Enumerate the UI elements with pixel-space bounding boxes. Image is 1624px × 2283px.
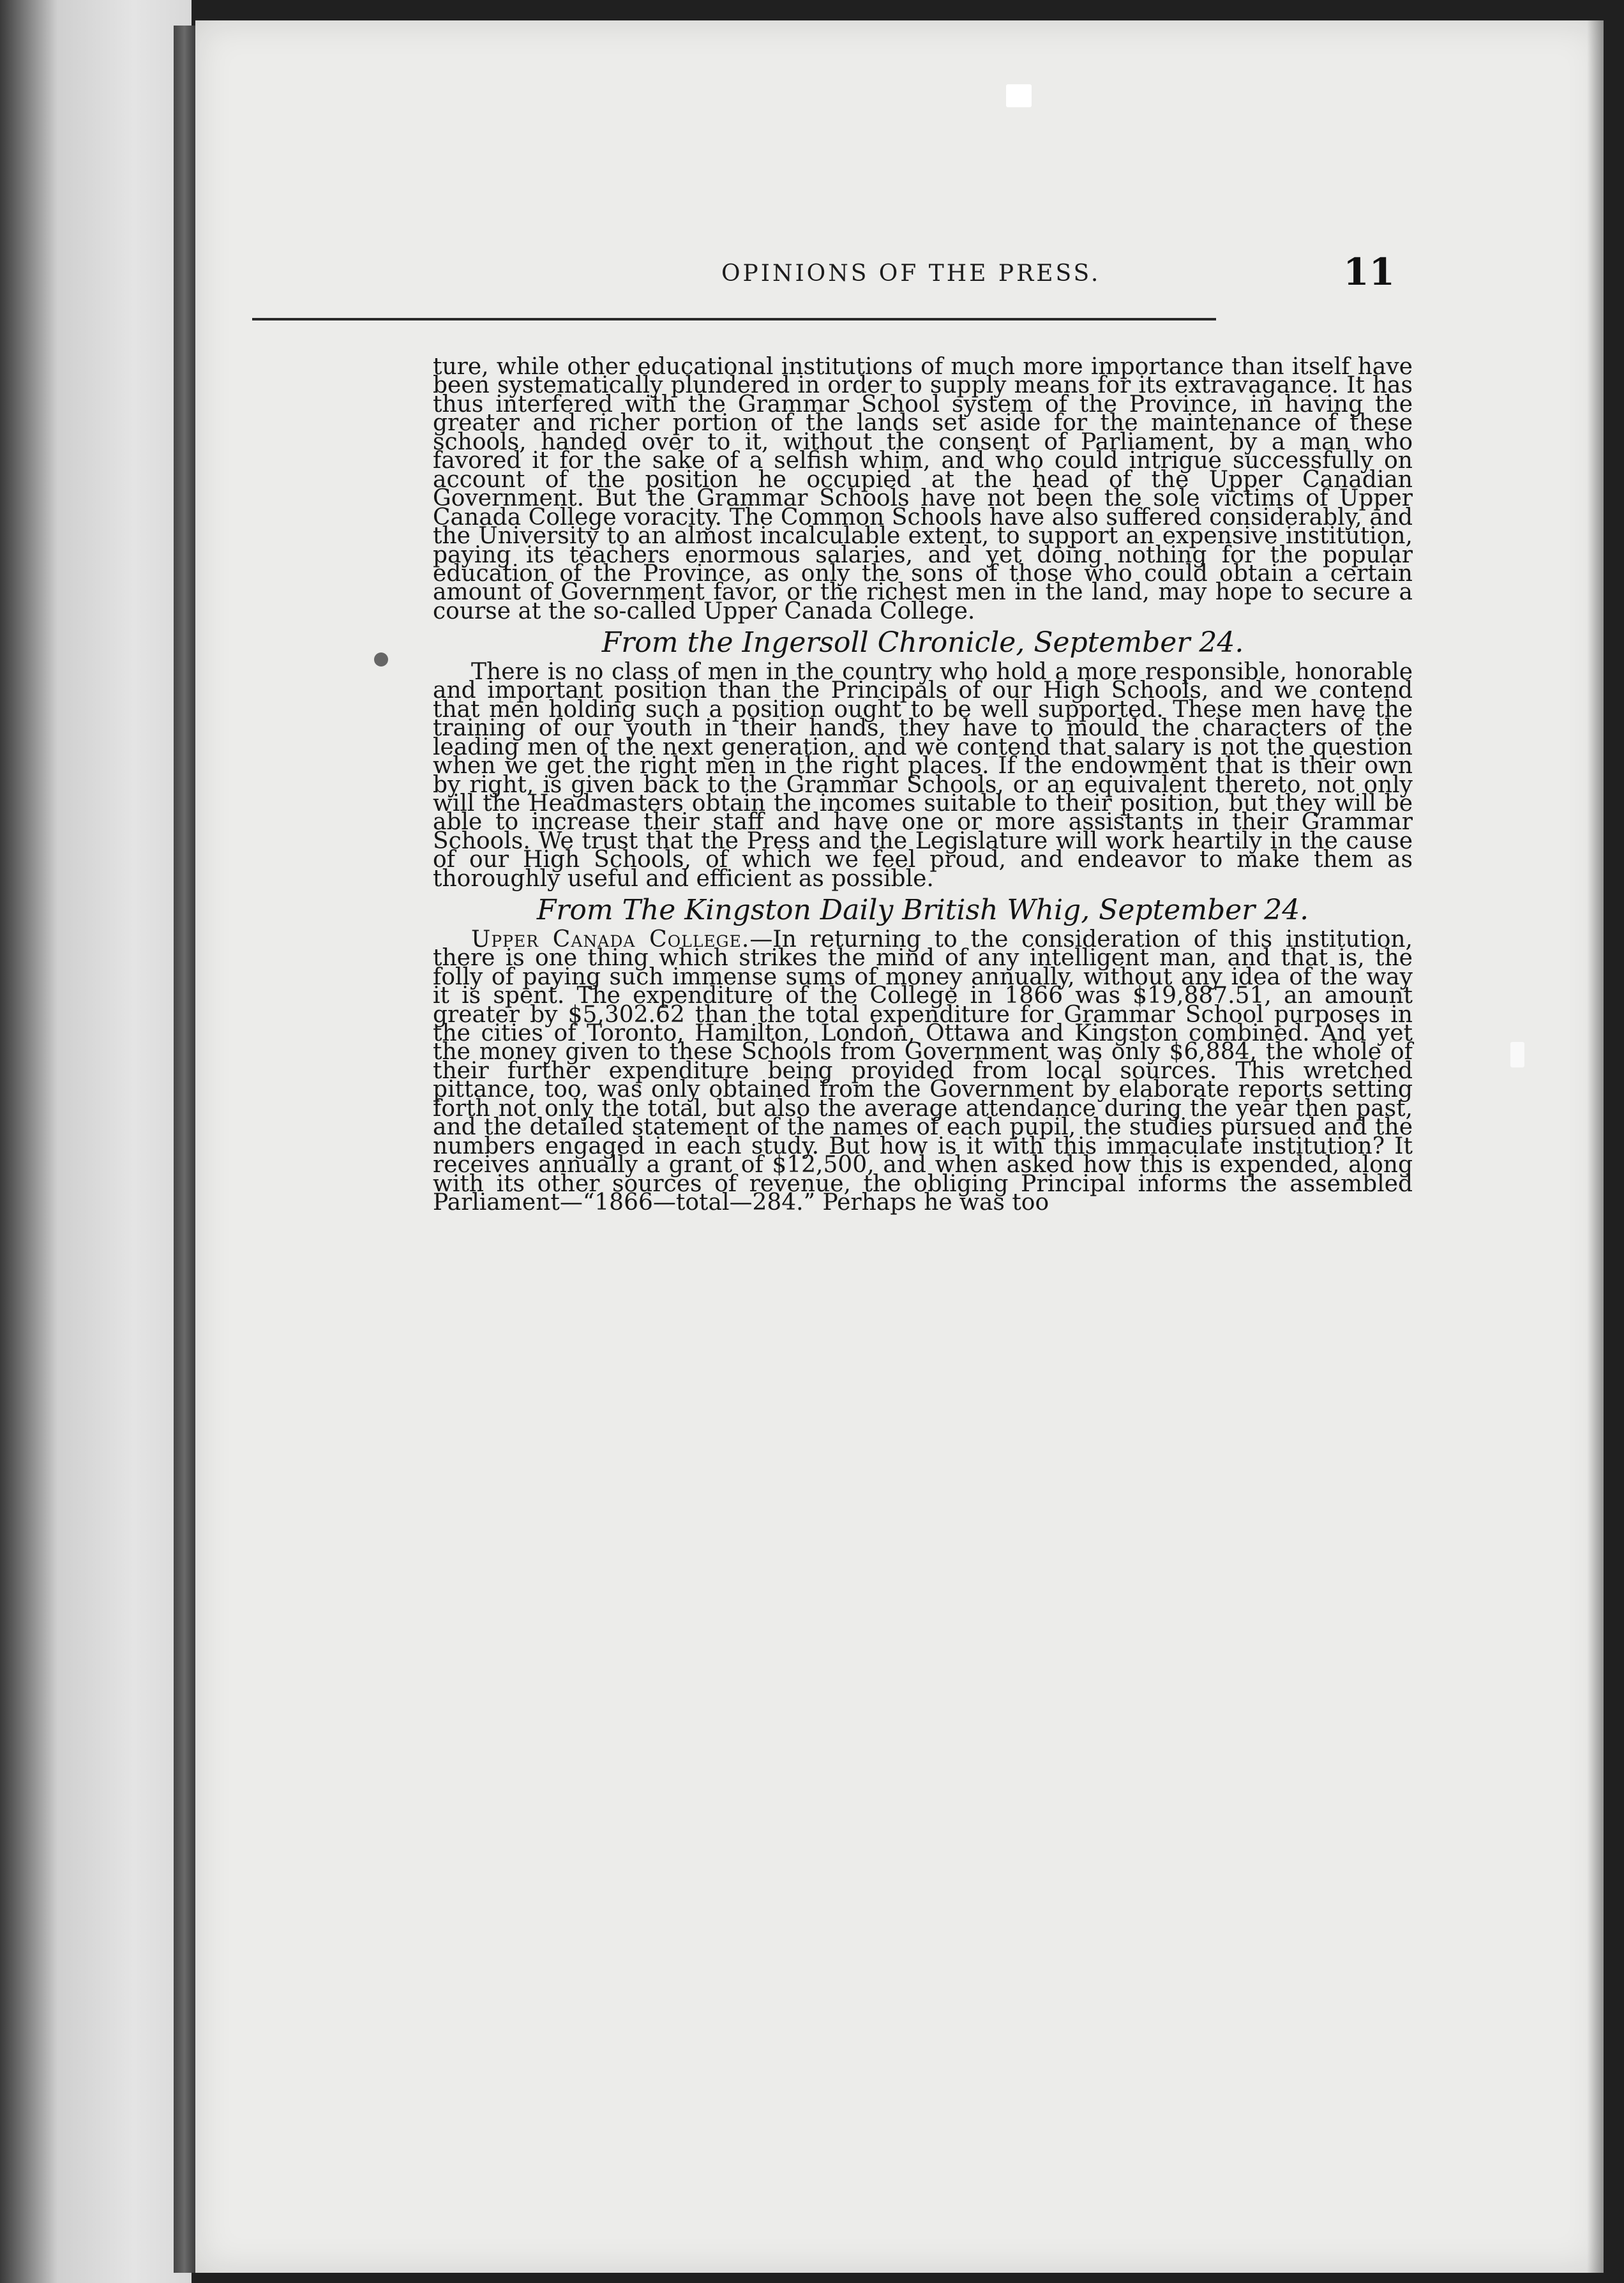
section-heading-ingersoll-chronicle: From the Ingersoll Chronicle, September 24. bbox=[601, 626, 1244, 659]
scan-speck bbox=[374, 652, 388, 667]
header-rule bbox=[252, 318, 1216, 320]
page-number: 11 bbox=[1343, 250, 1395, 294]
article-body bbox=[433, 354, 1413, 1216]
paragraph-ingersoll-chronicle: There is no class of men in the country who hold a more responsible, honorable and important position than the Principals of our High Schools, and we contend that men holding such a position ought to be well supported. These men have the training of our youth in their hands, they have to mould the characters of the leading men of the next generation, and we contend that salary is not the question when we get the right men in the right places. If the endowment that is their own by right, is given back to the Grammar Schools, or an equivalent thereto, not only will the Headmasters obtain the incomes suitable to their position, but they will be able to increase their staff and have one or more assistants in their Grammar Schools. We trust that the Press and the Legislature will work heartily in the cause of our High Schools, of which we feel proud, and endeavor to make them as thoroughly useful and efficient as possible. bbox=[433, 658, 1413, 892]
scan-speck bbox=[1006, 84, 1032, 107]
facing-page-edge bbox=[0, 0, 192, 2283]
scan-speck bbox=[1510, 1042, 1524, 1067]
section-heading-kingston-whig: From The Kingston Daily British Whig, September 24. bbox=[536, 894, 1309, 927]
paragraph-kingston-whig bbox=[433, 926, 1413, 1216]
page-header bbox=[252, 248, 1401, 299]
book-spine bbox=[174, 26, 195, 2273]
paragraph-kingston-whig-text: —In returning to the consideration of this institution, there is one thing which strikes the mind of any intelligent man, and that is, the folly of paying such immense sums of money annually, without any idea of the way it is spent. The expenditure of the College in 1866 was $19,887.51, an amount greater by $5,302.62 than the total expenditure for Grammar School purposes in the cities of Toronto, Hamilton, London, Ottawa and Kingston combined. And yet the money given to these Schools from Government was only $6,884, the whole of their further expenditure being provided from local sources. This wretched pittance, too, was only obtained from the Government by elaborate reports setting forth not only the total, but also the average attendance during the year then past, and the detailed statement of the names of each pupil, the studies pursued and the numbers engaged in each study. But how is it with this immaculate institution? It receives annually a grant of $12,500, and when asked how this is expended, along with its other sources of revenue, the obliging Principal informs the assembled Parliament—“1866—total—284.” Perhaps he was too bbox=[433, 926, 1413, 1216]
page-edge-shadow bbox=[1587, 20, 1604, 2273]
lead-in-upper-canada-college: Upper Canada College. bbox=[471, 926, 750, 953]
running-title: OPINIONS OF THE PRESS. bbox=[721, 260, 1101, 287]
paragraph-continuation: ture, while other educational institutions of much more importance than itself have been systematically plundered in order to supply means for its extravagance. It has thus interfered with the Grammar School system of the Province, in having the greater and richer portion of the lands set aside for the maintenance of these schools, handed over to it, without the consent of Parliament, by a man who favored it for the sake of a selfish whim, and who could intrigue successfully on account of the position he occupied at the head of the Upper Canadian Government. But the Grammar Schools have not been the sole victims of Upper Canada College voracity. The Common Schools have also suffered considerably, and the University to an almost incalculable extent, to support an expensive institution, paying its teachers enormous salaries, and yet doing nothing for the popular education of the Province, as only the sons of those who could obtain a certain amount of Government favor, or the richest men in the land, may hope to secure a course at the so-called Upper Canada College. bbox=[433, 354, 1413, 624]
